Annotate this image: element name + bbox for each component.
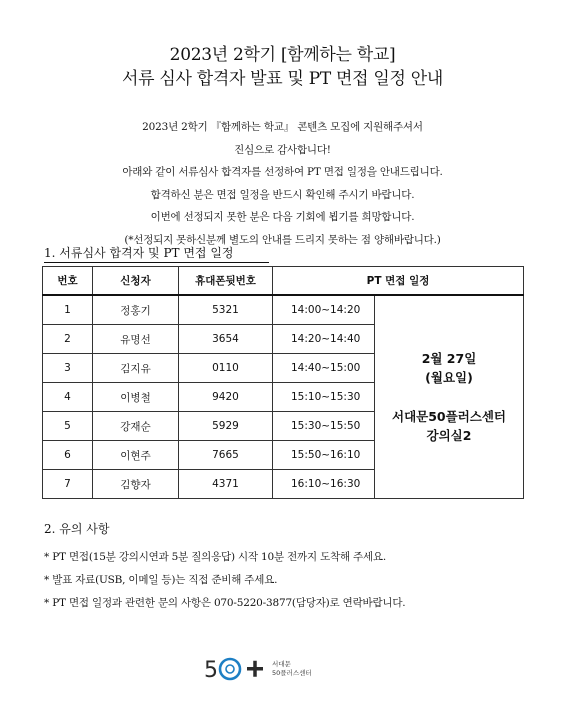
- row-number: 5: [43, 412, 93, 441]
- row-applicant: 정홍기: [93, 295, 179, 325]
- row-applicant: 김향자: [93, 470, 179, 499]
- logo-text-line-1: 서대문: [272, 660, 291, 668]
- row-phone: 5929: [179, 412, 273, 441]
- row-phone: 3654: [179, 325, 273, 354]
- header-pt-schedule: PT 면접 일정: [273, 267, 524, 296]
- note-item: * PT 면접 일정과 관련한 문의 사항은 070-5220-3877(담당자)로 연락바랍니다.: [44, 597, 406, 609]
- interview-schedule-table: [42, 266, 524, 499]
- row-phone: 0110: [179, 354, 273, 383]
- row-number: 7: [43, 470, 93, 499]
- row-phone: 7665: [179, 441, 273, 470]
- row-time-slot: 14:00~14:20: [273, 295, 375, 325]
- intro-line: 2023년 2학기 『함께하는 학교』 콘텐츠 모집에 지원해주셔서: [142, 121, 423, 133]
- row-time-slot: 14:40~15:00: [273, 354, 375, 383]
- header-applicant: 신청자: [93, 267, 179, 296]
- notes-list: [44, 546, 405, 615]
- fifty-plus-logo-mark: [204, 655, 266, 683]
- intro-line: 진심으로 감사합니다!: [234, 143, 331, 156]
- row-number: 6: [43, 441, 93, 470]
- interview-date-place: [375, 295, 524, 499]
- header-phone-suffix: 휴대폰뒷번호: [179, 267, 273, 296]
- row-number: 2: [43, 325, 93, 354]
- interview-date: 2월 27일: [421, 351, 477, 366]
- intro-line: 이번에 선정되지 못한 분은 다음 기회에 뵙기를 희망합니다.: [150, 211, 415, 223]
- row-phone: 9420: [179, 383, 273, 412]
- row-time-slot: 15:10~15:30: [273, 383, 375, 412]
- row-number: 3: [43, 354, 93, 383]
- title-line-1: 2023년 2학기 [함께하는 학교]: [169, 45, 396, 65]
- svg-text:5: 5: [204, 658, 218, 683]
- intro-line: (*선정되지 못하신분께 별도의 안내를 드리지 못하는 점 양해바랍니다.): [124, 233, 441, 246]
- row-applicant: 유명선: [93, 325, 179, 354]
- interview-weekday: (월요일): [425, 370, 473, 385]
- table-header-row: [43, 267, 524, 296]
- row-time-slot: 15:30~15:50: [273, 412, 375, 441]
- table-row: [43, 295, 524, 325]
- section-2-heading: 2. 유의 사항: [44, 522, 110, 536]
- row-number: 4: [43, 383, 93, 412]
- row-time-slot: 16:10~16:30: [273, 470, 375, 499]
- logo-text-line-2: 50플러스센터: [272, 669, 312, 677]
- intro-line: 아래와 같이 서류심사 합격자를 선정하여 PT 면접 일정을 안내드립니다.: [122, 166, 443, 178]
- intro-text: [0, 116, 565, 251]
- note-item: * 발표 자료(USB, 이메일 등)는 직접 준비해 주세요.: [44, 574, 278, 586]
- row-phone: 4371: [179, 470, 273, 499]
- intro-line: 합격하신 분은 면접 일정을 반드시 확인해 주시기 바랍니다.: [150, 188, 415, 201]
- section-1-heading: 1. 서류심사 합격자 및 PT 면접 일정: [44, 244, 269, 263]
- header-number: 번호: [43, 267, 93, 296]
- row-applicant: 이병철: [93, 383, 179, 412]
- interview-venue: 서대문50플러스센터: [392, 409, 506, 424]
- row-applicant: 이현주: [93, 441, 179, 470]
- center-logo: [204, 655, 312, 683]
- row-number: 1: [43, 295, 93, 325]
- note-item: * PT 면접(15분 강의시연과 5분 질의응답) 시작 10분 전까지 도착해 주세요.: [44, 551, 387, 563]
- row-time-slot: 14:20~14:40: [273, 325, 375, 354]
- title-line-2: 서류 심사 합격자 발표 및 PT 면접 일정 안내: [122, 69, 443, 89]
- row-time-slot: 15:50~16:10: [273, 441, 375, 470]
- row-applicant: 김지유: [93, 354, 179, 383]
- row-phone: 5321: [179, 295, 273, 325]
- row-applicant: 강재순: [93, 412, 179, 441]
- interview-room: 강의실2: [426, 428, 472, 443]
